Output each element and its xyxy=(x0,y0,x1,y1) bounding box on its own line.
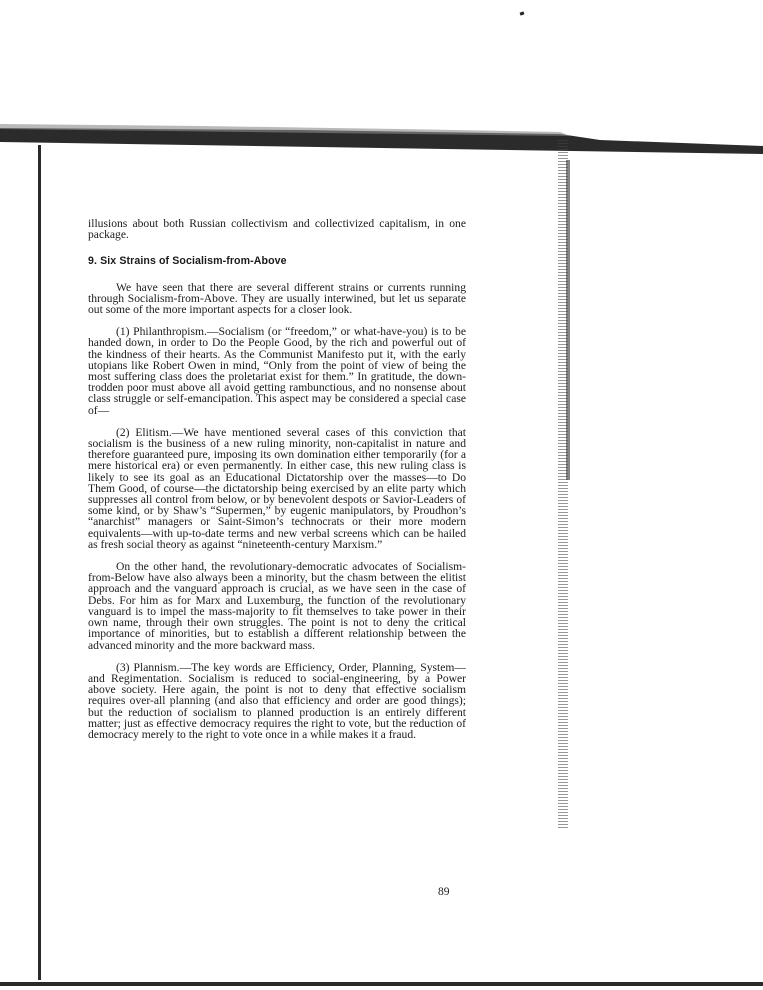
page-bottom-edge xyxy=(0,982,763,986)
section-heading: 9. Six Strains of Socialism-from-Above xyxy=(88,255,287,268)
paragraph-continuation: illusions about both Russian collectivism and collectivized capitalism, in one package. xyxy=(88,217,466,242)
page-left-edge xyxy=(38,145,41,980)
paragraph-intro: We have seen that there are several different strains or currents running through Socialism-from-Above. They are usually interwined, but let us separate out some of the more important aspects for a closer look. xyxy=(88,280,466,317)
paragraph-plannism: (3) Plannism.—The key words are Efficiency, Order, Planning, System—and Regimentation. Socialism is reduced to social-engineering, by a Power above society. Here again, the point is not to deny that effective socialism requires over-all planning (and also that efficiency and order are good things); but the reduction of socialism to planned production is an entirely different matter; just as effective democracy requires the right to vote, but the reduction of democracy merely to the right to vote once in a while makes it a fraud. xyxy=(88,660,466,741)
page-right-binding-dark xyxy=(566,160,570,480)
paragraph-elitism: (2) Elitism.—We have mentioned several cases of this conviction that socialism is the business of a new ruling minority, non-capitalist in nature and therefore guaranteed pure, imposing its own domination either temporarily (for a mere historical era) or even permanently. In either case, this new ruling class is likely to see its goal as an Educational Dictatorship over the masses—to Do Them Good, of course—the dictatorship being exercised by an elite party which suppresses all control from below, or by benevolent despots or Savior-Leaders of some kind, or by Shaw’s “Supermen,” by eugenic manipulators, by Proudhon’s “anarchist” managers or Saint-Simon’s technocrats or their more modern equivalents—with up-to-date terms and new verbal screens which can be hailed as fresh social theory as against “nineteenth-century Marxism.” xyxy=(88,425,466,551)
paragraph-vanguard: On the other hand, the revolutionary-democratic advocates of Socialism-from-Below have also always been a minority, but the chasm between the elitist approach and the vanguard approach is crucial, as we have seen in the case of Debs. For him as for Marx and Luxemburg, the function of the revolutionary vanguard is to impel the mass-majority to fit themselves to take power in their own name, through their own struggles. The point is not to deny the critical importance of minorities, but to establish a different relationship between the advanced minority and the more backward mass. xyxy=(88,560,466,652)
page-number: 89 xyxy=(438,886,450,898)
scan-speck xyxy=(520,11,525,15)
scan-shadow-top xyxy=(0,120,763,160)
page-body xyxy=(88,218,466,751)
paragraph-philanthropism: (1) Philanthropism.—Socialism (or “freedom,” or what-have-you) is to be handed down, in order to Do the People Good, by the rich and powerful out of the kindness of their hearts. As the Communist Manifesto put it, with the early utopians like Robert Owen in mind, “Only from the point of view of being the most suffering class does the proletariat exist for them.” In gratitude, the down-trodden poor must above all avoid getting rambunctious, and no nonsense about class struggle or self-emancipation. This aspect may be considered a special case of— xyxy=(88,325,466,417)
